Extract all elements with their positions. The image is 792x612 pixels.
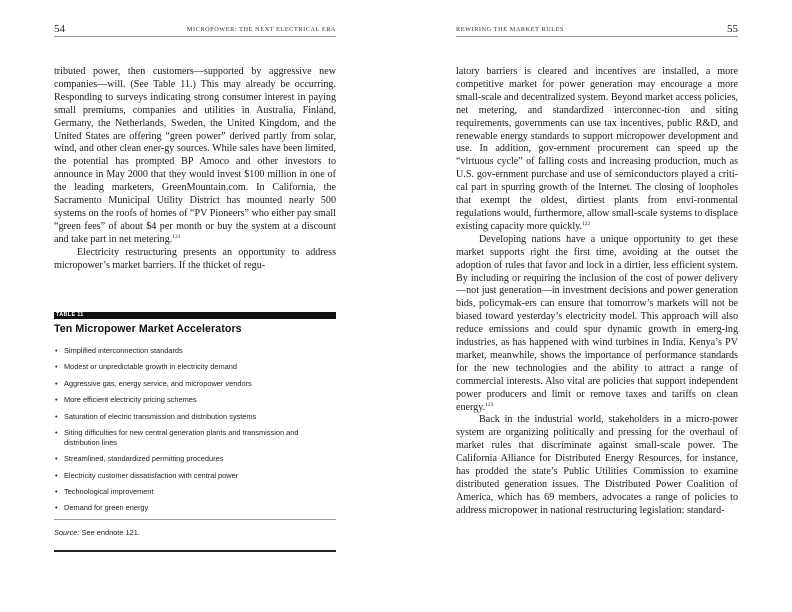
bullet-icon: • [55,411,58,421]
bullet-icon: • [55,362,58,372]
list-item-text: Modest or unpredictable growth in electricity demand [64,362,237,372]
footnote-ref[interactable]: 121 [172,233,181,240]
list-item-text: Streamlined, standardized permitting procedures [64,454,224,464]
source-label: Source: [54,527,80,537]
list-item-text: Saturation of electric transmission and distribution systems [64,411,257,421]
table-title: Ten Micropower Market Accelerators [54,323,242,335]
table-list [54,346,336,513]
list-item [54,487,336,497]
running-head [54,22,336,37]
paragraph-text: Developing nations have a unique opportunity to get these market supports right the first time, avoiding at the outset the adoption of rules that favor and lock in a dirtier, less efficient system. By including or requiring the inclusion of the cost of power delivery—not just generation—in investment decisions and power generation bids, policymak-ers can ensure that tomorrow’s markets will not be biased toward yesterday’s electricity model. This approach will also reduce emissions and could spur dynamic growth in emerg-ing industries, as has happened with wind turbines in India. Kenya’s PV market, meanwhile, shows the importance of performance standards for the new technologies and the ability to attract a range of commercial interests. Also vital are policies that support independent power producers and limit or remove taxes and tariffs on clean energy. [456,233,738,413]
bullet-icon: • [55,395,58,405]
bullet-icon: • [55,454,58,464]
paragraph [54,247,336,273]
list-item [54,379,336,389]
list-item-text: Demand for green energy [64,503,149,513]
page-number: 54 [54,23,65,35]
list-item [54,454,336,464]
table-11 [54,312,336,552]
running-head [456,22,738,37]
list-item-text: More efficient electricity pricing schemes [64,395,197,405]
list-item [54,471,336,481]
bullet-icon: • [55,486,58,496]
divider [54,519,336,520]
paragraph [54,66,336,247]
list-item-text: Electricity customer dissatisfaction with central power [64,470,239,480]
list-item-text: Technological improvement [64,486,154,496]
footnote-ref[interactable]: 122 [582,220,591,227]
source-text: See endnote 121. [79,527,140,537]
table-source [54,528,336,537]
list-item [54,362,336,372]
list-item [54,503,336,513]
list-item-text: Simplified interconnection standards [64,346,183,355]
list-item [54,412,336,422]
body-text [456,66,738,518]
list-item [54,428,336,448]
page-number: 55 [727,23,738,35]
paragraph-text: latory barriers is cleared and incentives are installed, a more competitive market for power generation may encourage a more small-scale and decentralized system. Beyond market access policies, net metering, and standardized interconnec-tion and siting requirements, governments can use tax incentives, public R&D, and renewable energy standards to support micropower development and use. In addition, gov-ernment procurement can speed up the “virtuous cycle” of falling costs and increasing production, much as U.S. gov-ernment purchase and use of semiconductors played a criti-cal part in spurring growth of the Internet. The closing of loopholes that exempt the oldest, dirtiest plants from envi-ronmental regulations would, furthermore, allow small-scale systems to displace existing capacity more quickly. [456,66,738,232]
bullet-icon: • [55,378,58,388]
list-item [54,346,336,356]
running-head-title: MICROPOWER: THE NEXT ELECTRICAL ERA [186,26,336,33]
paragraph [456,414,738,517]
list-item [54,395,336,405]
bullet-icon: • [55,346,58,355]
body-text [54,66,336,273]
paragraph [456,234,738,415]
list-item-text: Aggressive gas, energy service, and micropower vendors [64,378,252,388]
bullet-icon: • [55,470,58,480]
running-head-title: REWIRING THE MARKET RULES [456,26,565,33]
paragraph-text: tributed power, then customers—supported by aggressive new companies—will. (See Table 11.) This may already be occurring. Responding to surveys indicating strong consumer interest in paying small premiums, companies and utilities in Australia, Finland, Germany, the Netherlands, Sweden, the United Kingdom, and the United States are offering “green power” derived partly from solar, wind, and other clean ener-gy sources. While sales have been limited, the potential has prompted BP Amoco and other investors to announce in May 2000 that they would invest $100 million in one of the leading marketers, GreenMountain.com. In California, the Sacramento Municipal Utility District has mounted nearly 500 systems on the roofs of homes of “PV Pioneers” who either pay small “green fees” of about $4 per month or buy the system at a discount and take part in net metering. [54,66,336,245]
table-label: TABLE 11 [54,312,336,319]
footnote-ref[interactable]: 123 [485,401,494,408]
list-item-text: Siting difficulties for new central generation plants and transmission and distribution lines [64,427,299,447]
paragraph [456,66,738,234]
divider [54,550,336,552]
paragraph-text: Electricity restructuring presents an opportunity to address micropower’s market barriers. If the thicket of regu- [54,246,336,271]
bullet-icon: • [55,503,58,513]
paragraph-text: Back in the industrial world, stakeholders in a micro-power system are organizing politically and pressing for the overhaul of market rules that discriminate against small-scale power. The California Alliance for Distributed Energy Resources, for instance, has prodded the state’s Public Utilities Commission to examine distributed generation issues. The Distributed Power Coalition of America, which has 69 members, advocates a range of policies to address micropower in national restructuring legislation: standard- [456,414,738,516]
bullet-icon: • [55,427,58,437]
